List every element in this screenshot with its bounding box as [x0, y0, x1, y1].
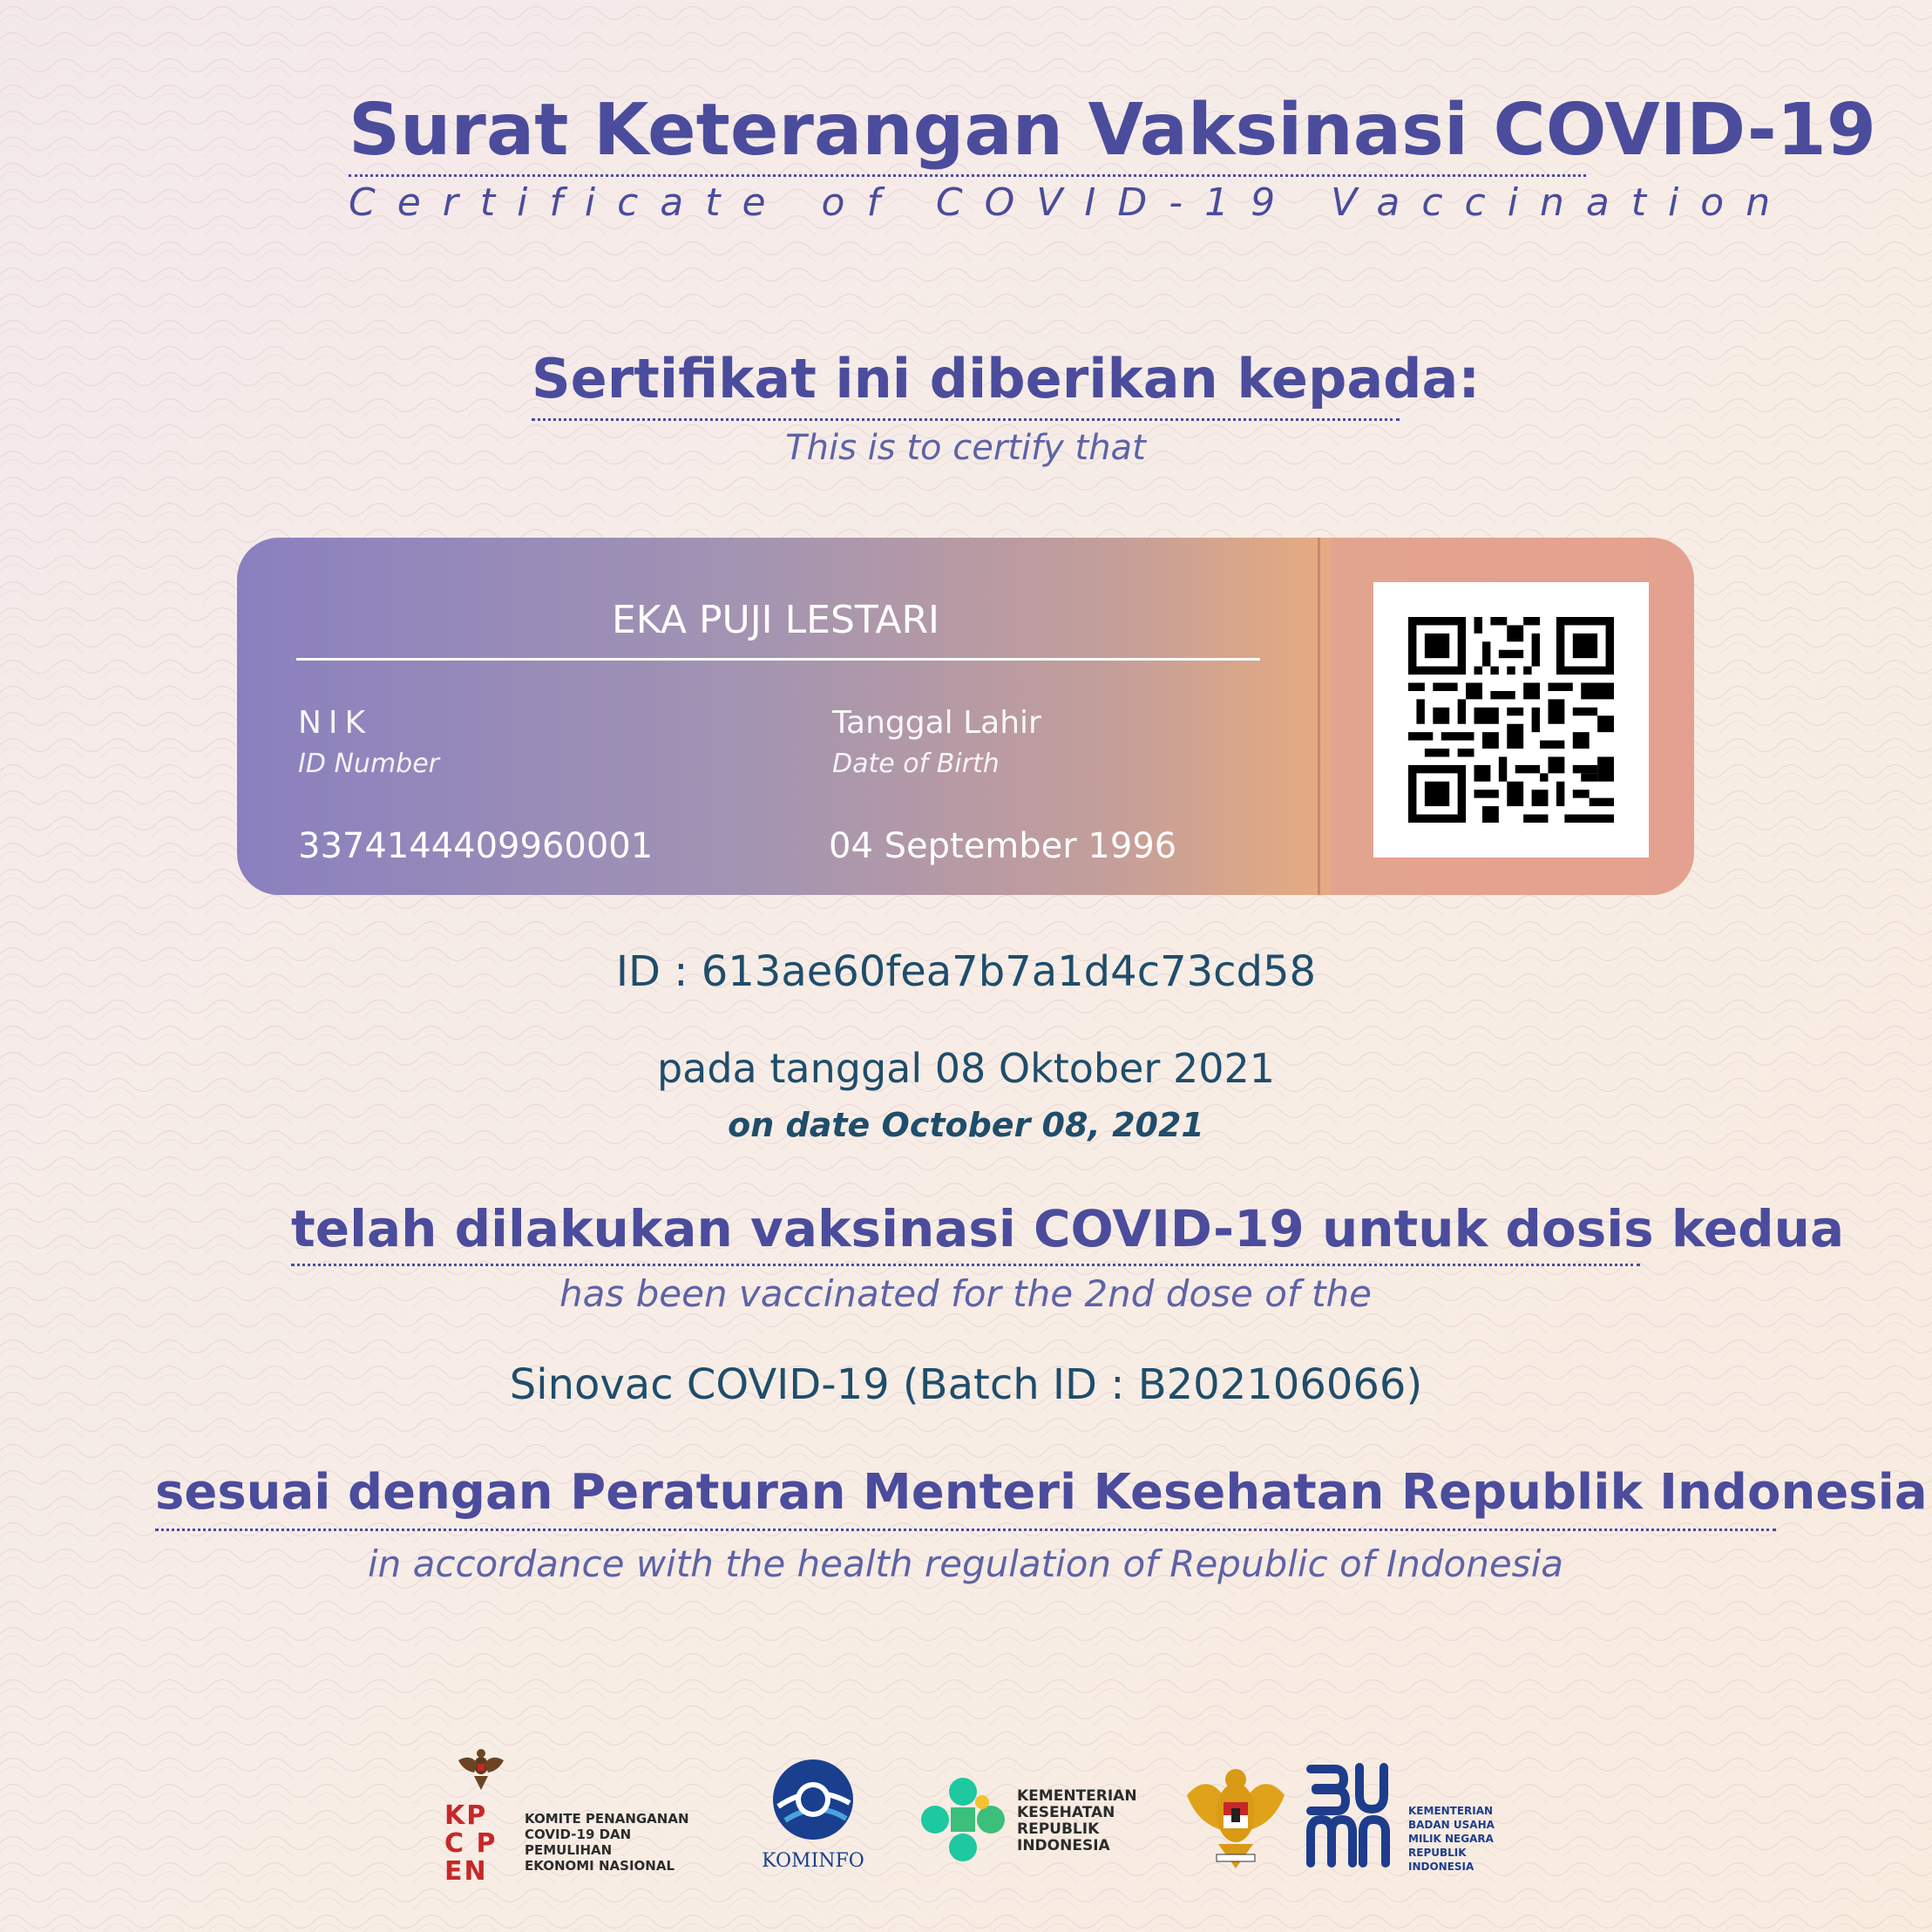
dose-statement-english: has been vaccinated for the 2nd dose of the: [559, 1272, 1372, 1315]
qr-code-icon: [1408, 617, 1614, 823]
kominfo-globe-icon: [769, 1756, 857, 1843]
kominfo-logo: [756, 1756, 870, 1878]
card-divider: [1318, 538, 1320, 895]
certify-heading-english: This is to certify that: [785, 428, 1146, 468]
nik-label: NIK: [298, 705, 373, 741]
bumn-mark-icon: [1305, 1760, 1393, 1868]
kominfo-text: KOMINFO: [762, 1850, 864, 1872]
regulation-statement-english: in accordance with the health regulation of Republic of Indonesia: [368, 1542, 1563, 1585]
certificate-title: Surat Keterangan Vaksinasi COVID-19: [349, 87, 1586, 177]
dob-label: Tanggal Lahir: [832, 705, 1041, 741]
holder-card: [237, 538, 1694, 895]
kpcpen-mark: KPC PEN: [444, 1800, 498, 1887]
bumn-logo: [1305, 1760, 1506, 1874]
kpcpen-text: KOMITE PENANGANAN COVID-19 DAN PEMULIHAN EKONOMI NASIONAL: [525, 1811, 689, 1874]
dose-statement: telah dilakukan vaksinasi COVID-19 untuk dosis kedua: [291, 1194, 1640, 1266]
vaccination-date: pada tanggal 08 Oktober 2021: [656, 1045, 1276, 1092]
certificate-id: ID : 613ae60fea7b7a1d4c73cd58: [615, 947, 1317, 996]
kemenkes-logo: [919, 1776, 1137, 1872]
vaccination-date-english: on date October 08, 2021: [728, 1106, 1204, 1144]
kpcpen-logo: [444, 1741, 706, 1887]
garuda-logo: [1183, 1760, 1305, 1874]
certificate-title-english: Certificate of COVID-19 Vaccination: [349, 180, 1793, 225]
garuda-small-icon: [455, 1741, 507, 1793]
kemenkes-plus-icon: [919, 1776, 1007, 1863]
dob-value: 04 September 1996: [829, 826, 1177, 866]
holder-name: EKA PUJI LESTARI: [612, 598, 939, 642]
bumn-text: KEMENTERIAN BADAN USAHA MILIK NEGARA REPUBLIK INDONESIA: [1408, 1805, 1495, 1873]
regulation-statement: sesuai dengan Peraturan Menteri Kesehatan Republik Indonesia: [155, 1457, 1776, 1531]
kemenkes-text: KEMENTERIAN KESEHATAN REPUBLIK INDONESIA: [1017, 1787, 1137, 1854]
nik-label-english: ID Number: [298, 749, 439, 779]
name-underline: [296, 658, 1260, 661]
certify-heading: Sertifikat ini diberikan kepada:: [532, 340, 1400, 421]
garuda-pancasila-icon: [1183, 1760, 1288, 1874]
qr-code[interactable]: [1373, 582, 1649, 858]
dob-label-english: Date of Birth: [832, 749, 1000, 779]
vaccine-batch: Sinovac COVID-19 (Batch ID : B202106066): [509, 1360, 1423, 1409]
nik-value: 3374144409960001: [298, 826, 654, 866]
